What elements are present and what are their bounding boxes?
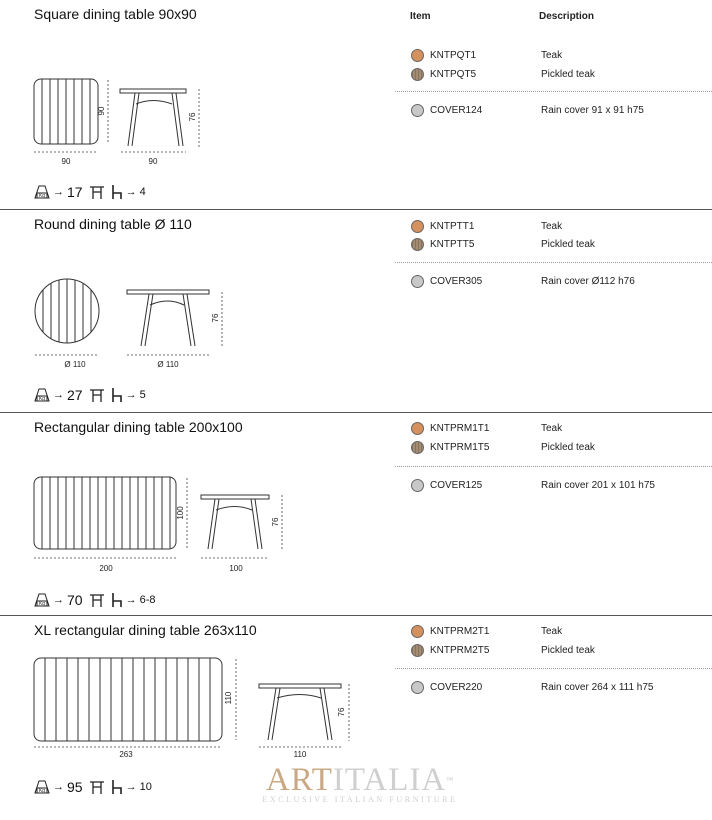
svg-text:Kg: Kg: [38, 193, 46, 199]
product-rectangular-table: [0, 413, 712, 617]
chair-icon: [110, 592, 124, 608]
item-column-header: Item: [410, 11, 431, 22]
kg-weight-icon: [33, 184, 51, 200]
item-description: Teak: [541, 221, 563, 232]
technical-drawing: [0, 0, 395, 204]
item-row: [411, 624, 711, 640]
kg-weight-icon: [33, 592, 51, 608]
dotted-divider: [395, 91, 712, 92]
table-icon: [88, 184, 106, 200]
item-description: Teak: [541, 626, 563, 637]
item-row: [411, 421, 711, 437]
seats-value: 10: [139, 781, 152, 793]
logo-brand-italia: ITALIA: [332, 762, 447, 798]
dotted-divider: [395, 668, 712, 669]
table-icon: [88, 387, 106, 403]
top-view-outline: [34, 658, 222, 741]
seats-value: 6-8: [139, 594, 156, 606]
teak-swatch: [411, 49, 424, 62]
logo-tagline: EXCLUSIVE ITALIAN FURNITURE: [262, 795, 458, 804]
kg-weight-icon: [33, 387, 51, 403]
item-code: KNTPRM2T5: [430, 645, 490, 656]
product-title: XL rectangular dining table 263x110: [34, 622, 257, 638]
pickled-teak-swatch: [411, 441, 424, 454]
side-view: [127, 290, 209, 346]
side-view: [201, 495, 269, 549]
seats-value: 5: [139, 389, 146, 401]
pickled-teak-swatch: [411, 68, 424, 81]
item-code: KNTPQT1: [430, 50, 477, 61]
item-row: [411, 643, 711, 659]
pickled-teak-swatch: [411, 644, 424, 657]
cover-swatch: [411, 104, 424, 117]
cover-swatch: [411, 479, 424, 492]
item-row: [411, 478, 711, 494]
table-icon: [88, 779, 106, 795]
dim-top-depth: 90: [97, 106, 106, 116]
logo-trademark: ™: [446, 776, 455, 784]
dotted-divider: [395, 466, 712, 467]
item-description: Teak: [541, 50, 563, 61]
item-code: COVER125: [430, 480, 483, 491]
teak-swatch: [411, 625, 424, 638]
item-row: [411, 67, 711, 83]
table-icon: [88, 592, 106, 608]
item-row: [411, 103, 711, 119]
item-code: KNTPRM2T1: [430, 626, 490, 637]
chair-icon: [110, 387, 124, 403]
product-round-table: [0, 210, 712, 414]
dim-height: 76: [211, 313, 220, 323]
item-description: Teak: [541, 423, 563, 434]
dim-top-width: 90: [61, 157, 71, 166]
logo-brand-art: ART: [265, 762, 333, 798]
item-row: [411, 219, 711, 235]
slat-lines: [42, 79, 90, 144]
item-code: KNTPRM1T1: [430, 423, 490, 434]
side-view: [120, 89, 186, 146]
item-row: [411, 274, 711, 290]
dim-height: 76: [188, 112, 197, 122]
side-view: [259, 684, 341, 740]
chair-icon: [110, 184, 124, 200]
item-row: [411, 48, 711, 64]
item-code: COVER124: [430, 105, 483, 116]
cover-swatch: [411, 681, 424, 694]
chair-icon: [110, 779, 124, 795]
item-description: Pickled teak: [541, 645, 595, 656]
weight-value: 27: [67, 387, 83, 403]
dim-side-width: Ø 110: [157, 360, 179, 369]
item-description: Pickled teak: [541, 69, 595, 80]
cover-swatch: [411, 275, 424, 288]
weight-value: 70: [67, 592, 83, 608]
item-code: KNTPRM1T5: [430, 442, 490, 453]
product-title: Square dining table 90x90: [34, 6, 197, 22]
svg-text:Kg: Kg: [38, 396, 46, 402]
item-description: Pickled teak: [541, 239, 595, 250]
item-row: [411, 237, 711, 253]
item-code: KNTPTT5: [430, 239, 475, 250]
product-meta: Kg → 70 → 6-8: [33, 590, 155, 610]
weight-value: 95: [67, 779, 83, 795]
description-column-header: Description: [539, 11, 595, 22]
item-row: [411, 680, 711, 696]
artitalia-logo: [255, 763, 465, 804]
product-meta: Kg → 95 → 10: [33, 777, 152, 797]
item-code: KNTPTT1: [430, 221, 475, 232]
dim-top-width: Ø 110: [64, 360, 86, 369]
dim-top-width: 200: [99, 564, 113, 573]
item-code: COVER220: [430, 682, 483, 693]
dim-side-width: 90: [148, 157, 158, 166]
seats-value: 4: [139, 186, 146, 198]
item-code: KNTPQT5: [430, 69, 477, 80]
product-square-table: [0, 0, 712, 204]
dim-side-width: 110: [293, 750, 307, 759]
dotted-divider: [395, 262, 712, 263]
product-title: Rectangular dining table 200x100: [34, 419, 243, 435]
dim-top-width: 263: [119, 750, 133, 759]
slat-lines: [42, 477, 170, 549]
item-code: COVER305: [430, 276, 483, 287]
product-meta: Kg → 17 → 4: [33, 182, 146, 202]
teak-swatch: [411, 422, 424, 435]
weight-value: 17: [67, 184, 83, 200]
product-title: Round dining table Ø 110: [34, 216, 192, 232]
dim-height: 76: [337, 707, 346, 717]
item-row: [411, 440, 711, 456]
technical-drawing: [0, 210, 395, 414]
dim-top-depth: 110: [224, 691, 233, 705]
technical-drawing: [0, 413, 395, 617]
slat-lines: [45, 658, 210, 741]
kg-weight-icon: [33, 779, 51, 795]
item-description: Rain cover 264 x 111 h75: [541, 682, 654, 693]
pickled-teak-swatch: [411, 238, 424, 251]
svg-text:Kg: Kg: [38, 601, 46, 607]
item-description: Rain cover Ø112 h76: [541, 276, 635, 287]
item-description: Rain cover 91 x 91 h75: [541, 105, 644, 116]
dim-height: 76: [271, 517, 280, 527]
svg-text:Kg: Kg: [38, 788, 46, 794]
top-view-outline: [34, 477, 176, 549]
item-description: Rain cover 201 x 101 h75: [541, 480, 655, 491]
item-description: Pickled teak: [541, 442, 595, 453]
dim-side-width: 100: [229, 564, 243, 573]
product-meta: Kg → 27 → 5: [33, 385, 146, 405]
dim-top-depth: 100: [176, 506, 185, 520]
teak-swatch: [411, 220, 424, 233]
